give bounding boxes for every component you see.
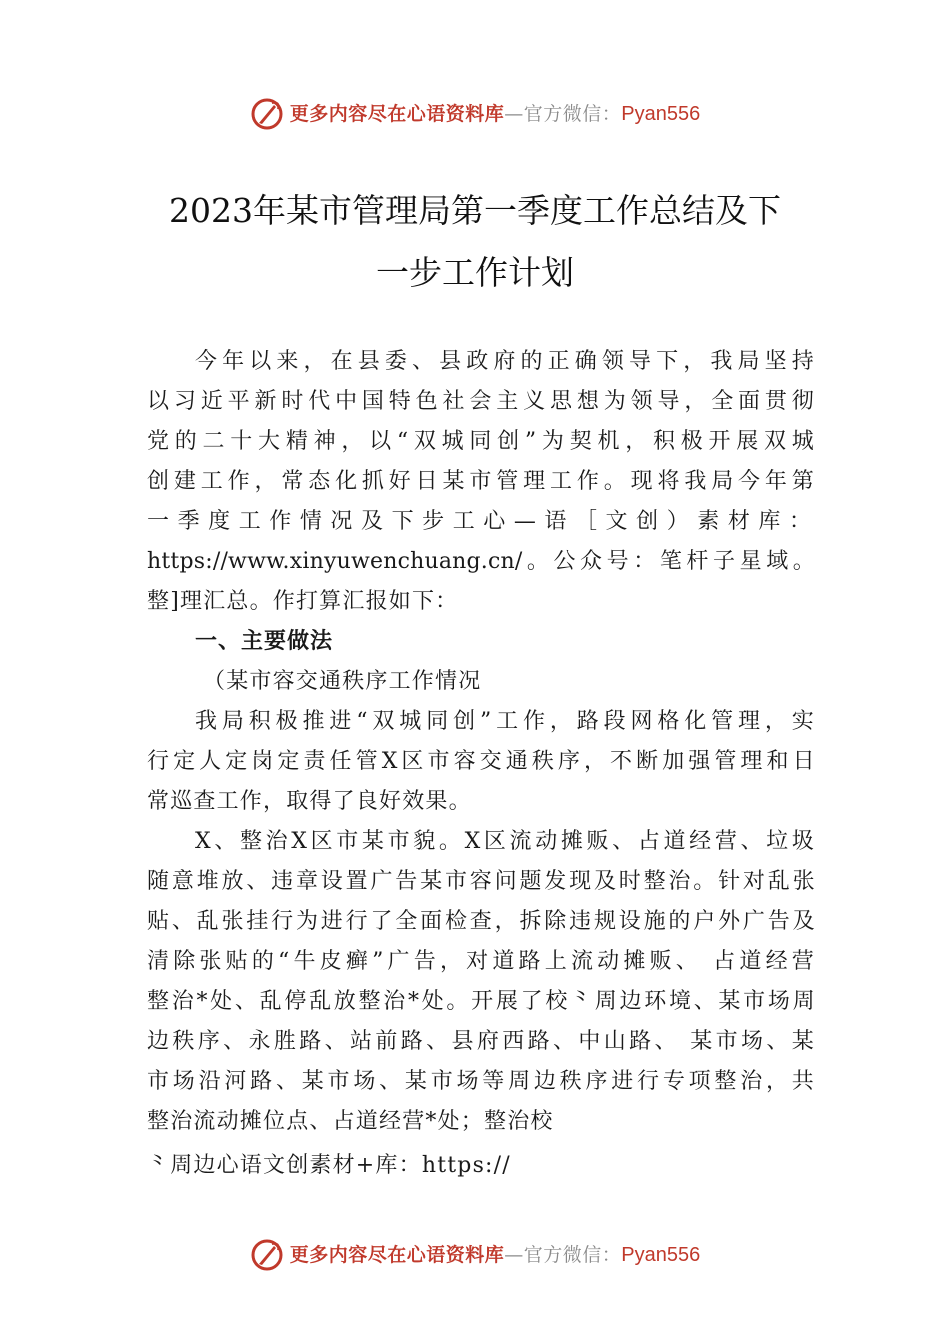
banner-wechat-id: Pyan556 — [621, 1244, 701, 1266]
body-line: 整]理汇总。作打算汇报如下： — [147, 589, 459, 614]
body-line: 创建工作，常态化抓好日某市管理工作。现将我局今年第 — [147, 469, 815, 494]
document-title — [120, 180, 830, 304]
banner-label: —官方微信： — [504, 103, 622, 125]
body-line: 党的二十大精神，以“双城同创”为契机，积极开展双城 — [147, 429, 815, 454]
watermark-banner-top — [0, 97, 950, 131]
title-line-2: 一步工作计划 — [376, 253, 574, 292]
section-heading: 一、主要做法 — [195, 629, 334, 654]
body-line: 边秩序、永胜路、站前路、县府西路、中山路、 某市场、某 — [147, 1029, 815, 1054]
body-line: 整治流动摊位点、占道经营*处；整治校 — [147, 1109, 554, 1134]
body-line: 整治*处、乱停乱放整治*处。开展了校⺀周边环境、某市场周 — [147, 989, 815, 1014]
body-line: X、整治X区市某市貌。X区流动摊贩、占道经营、垃圾 — [195, 829, 815, 854]
body-line: 市场沿河路、某市场、某市场等周边秩序进行专项整治，共 — [147, 1069, 815, 1094]
banner-label: —官方微信： — [504, 1244, 622, 1266]
body-line: ⺀周边心语文创素材+库：https:// — [147, 1153, 511, 1178]
quill-logo-icon — [250, 97, 284, 131]
body-line: 一季度工作情况及下步工心—语［文创）素材库： — [147, 509, 815, 534]
body-line: 清除张贴的“牛皮癣”广告，对道路上流动摊贩、 占道经营 — [147, 949, 815, 974]
subsection-heading: （某市容交通秩序工作情况 — [203, 669, 482, 694]
banner-text: 更多内容尽在心语资料库 — [289, 103, 505, 125]
body-line: 以习近平新时代中国特色社会主义思想为领导，全面贯彻 — [147, 389, 815, 414]
document-body — [147, 342, 815, 1186]
body-line-url: https://www.xinyuwenchuang.cn/。公众号：笔杆子星域。 — [147, 549, 815, 574]
body-line: 贴、乱张挂行为进行了全面检查，拆除违规设施的户外广告及 — [147, 909, 815, 934]
banner-wechat-id: Pyan556 — [621, 103, 701, 125]
body-line: 常巡查工作，取得了良好效果。 — [147, 789, 472, 814]
quill-logo-icon — [250, 1238, 284, 1272]
body-line: 随意堆放、违章设置广告某市容问题发现及时整治。针对乱张 — [147, 869, 815, 894]
title-line-1: 2023年某市管理局第一季度工作总结及下 — [169, 191, 781, 230]
body-line: 行定人定岗定责任管X区市容交通秩序，不断加强管理和日 — [147, 749, 815, 774]
body-line: 我局积极推进“双城同创”工作，路段网格化管理，实 — [195, 709, 815, 734]
watermark-banner-bottom — [0, 1238, 950, 1272]
body-line: 今年以来，在县委、县政府的正确领导下，我局坚持 — [195, 349, 815, 374]
banner-text: 更多内容尽在心语资料库 — [289, 1244, 505, 1266]
